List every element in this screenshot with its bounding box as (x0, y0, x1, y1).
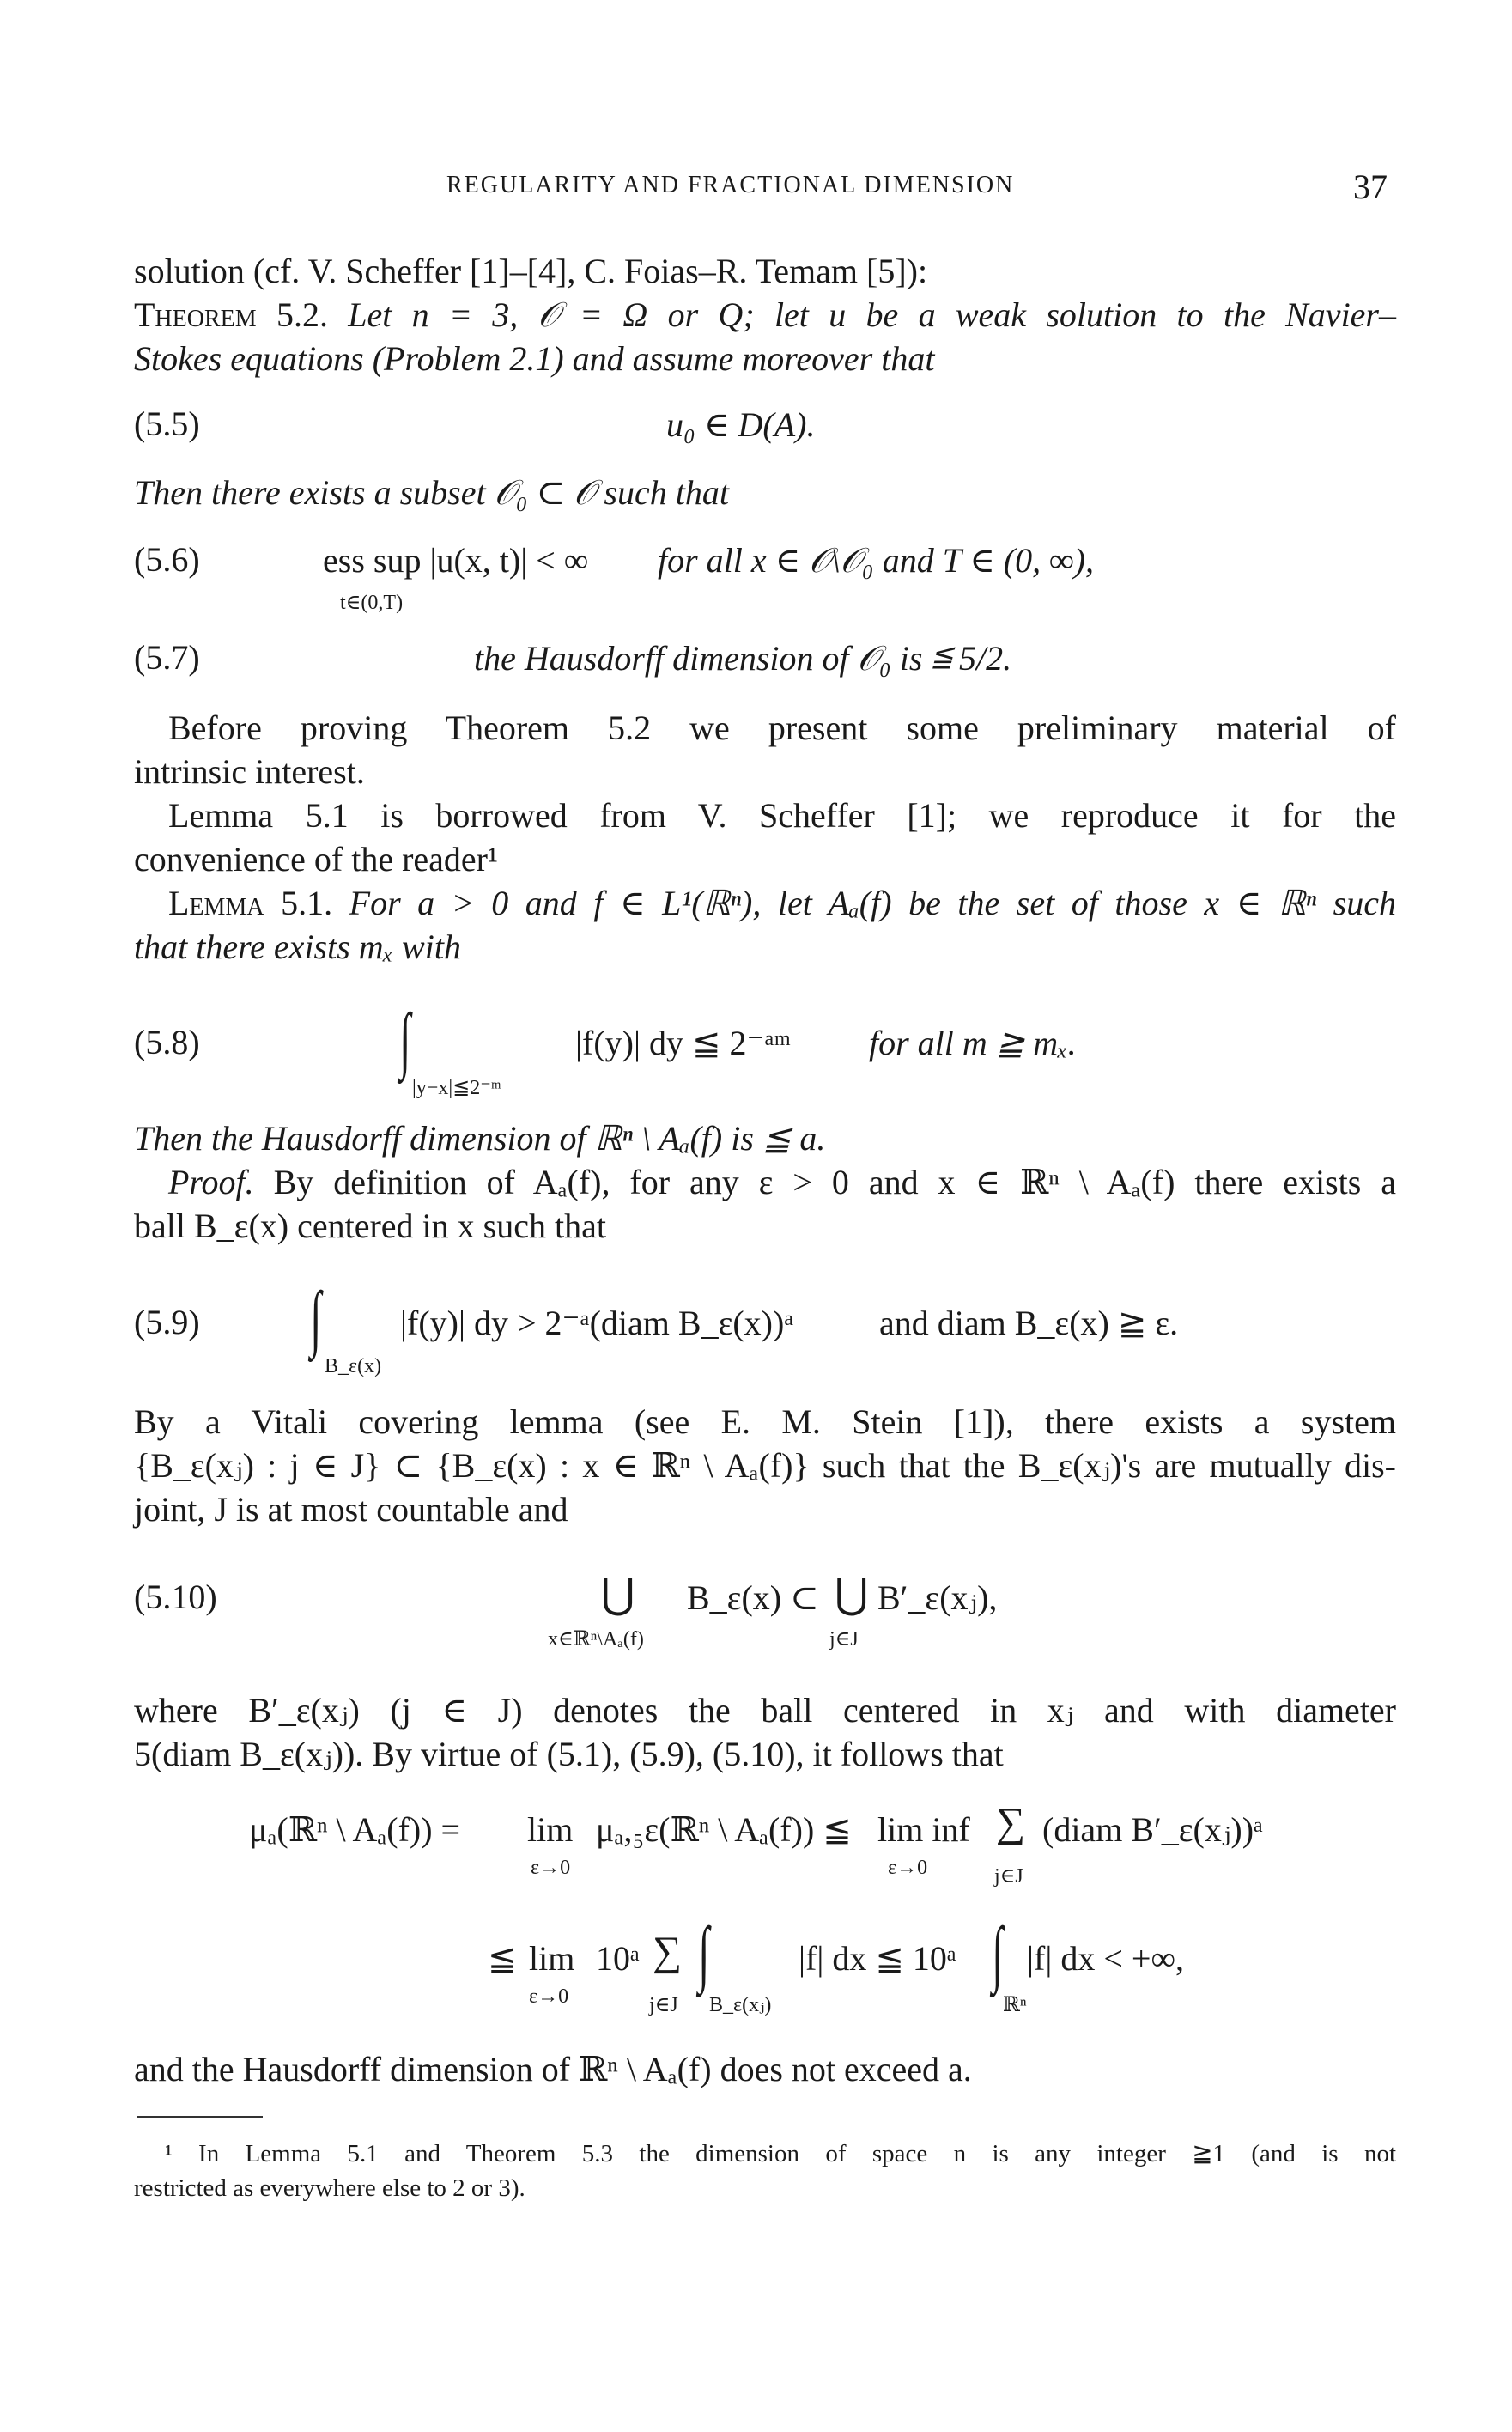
proof-line-2: ball B_ε(x) centered in x such that (134, 1207, 606, 1245)
display-2-integral-2: ∫ (992, 1912, 1004, 1994)
footnote-rule (137, 2116, 263, 2118)
lemma-5-1 (134, 881, 1396, 925)
eq-5-9-condition: and diam B_ε(x) ≧ ε. (879, 1304, 1179, 1342)
before-line-1: Before proving Theorem 5.2 we present some preliminary material of (168, 708, 1396, 747)
display-2-lim-sub: ε→0 (529, 1985, 569, 2008)
theorem-label: Theorem 5.2. (134, 295, 328, 334)
eq-5-8-label: (5.8) (134, 1023, 200, 1061)
eq-5-10-end: B′_ε(xⱼ), (877, 1578, 998, 1617)
display-2-coeff: 10ᵃ (596, 1939, 640, 1978)
theorem-line-1: Let n = 3, 𝒪 = Ω or Q; let u be a weak solution to the Navier– (348, 295, 1396, 334)
proof-label: Proof. (168, 1163, 254, 1201)
eq-5-5: u₀ ∈ D(A). (666, 405, 816, 444)
lemma-line-1: For a > 0 and f ∈ L¹(ℝⁿ), let Aₐ(f) be the set of those x ∈ ℝⁿ such (349, 884, 1396, 922)
theorem-line-2: Stokes equations (Problem 2.1) and assume moreover that (134, 339, 935, 378)
vitali-line-2: {B_ε(xⱼ) : j ∈ J} ⊂ {B_ε(x) : x ∈ ℝⁿ \ Aₐ(f)} such that the B_ε(xⱼ)'s are mutually dis- (134, 1446, 1396, 1485)
display-1-lim-sub: ε→0 (531, 1857, 571, 1879)
final-line: and the Hausdorff dimension of ℝⁿ \ Aₐ(f) does not exceed a. (134, 2050, 972, 2088)
eq-5-5-label: (5.5) (134, 404, 200, 443)
display-2-sum-sub: j∈J (649, 1994, 678, 2016)
lemma-intro-line-1: Lemma 5.1 is borrowed from V. Scheffer [1]; we reproduce it for the (168, 796, 1396, 835)
lemma-label: Lemma 5.1. (168, 884, 333, 922)
lemma-conclusion: Then the Hausdorff dimension of ℝⁿ \ Aₐ(f) is ≦ a. (134, 1119, 826, 1158)
eq-5-8-integrand: |f(y)| dy ≦ 2⁻ᵃᵐ (575, 1024, 792, 1062)
eq-5-6-label: (5.6) (134, 540, 200, 579)
display-1-middle: μₐ,₅ε(ℝⁿ \ Aₐ(f)) ≦ (596, 1810, 852, 1849)
eq-5-6-subscript: t∈(0,T) (340, 592, 404, 614)
display-1-liminf-sub: ε→0 (888, 1857, 928, 1879)
eq-5-7: the Hausdorff dimension of 𝒪₀ is ≦ 5/2. (474, 639, 1012, 678)
eq-5-8-condition: for all m ≧ mₓ. (869, 1024, 1077, 1062)
footnote-line-2: restricted as everywhere else to 2 or 3). (134, 2174, 525, 2202)
proof-text-1: By definition of Aₐ(f), for any ε > 0 and x ∈ ℝⁿ \ Aₐ(f) there exists a (273, 1163, 1397, 1201)
display-2-integral-1: ∫ (698, 1912, 710, 1994)
page-number: 37 (1353, 167, 1388, 206)
eq-5-6-ess-sup: ess sup |u(x, t)| < ∞ (323, 541, 589, 580)
where-line-1: where B′_ε(xⱼ) (j ∈ J) denotes the ball centered in xⱼ and with diameter (134, 1691, 1396, 1730)
display-2-sum: ∑ (653, 1929, 683, 1974)
eq-5-10-union-2-sub: j∈J (829, 1628, 859, 1651)
display-2-integral-2-sub: ℝⁿ (1003, 1994, 1027, 2016)
display-2-integral-1-sub: B_ε(xⱼ) (709, 1994, 772, 2016)
eq-5-9-domain: B_ε(x) (325, 1355, 382, 1377)
display-1-lim: lim (527, 1810, 574, 1849)
display-1-lhs: μₐ(ℝⁿ \ Aₐ(f)) = (249, 1810, 461, 1849)
paragraph-solution: solution (cf. V. Scheffer [1]–[4], C. Foias–R. Temam [5]): (134, 252, 928, 290)
eq-5-9-integral-sign: ∫ (310, 1276, 322, 1359)
theorem-5-2 (134, 293, 1396, 337)
eq-5-9-integrand: |f(y)| dy > 2⁻ᵃ(diam B_ε(x))ᵃ (400, 1304, 794, 1342)
display-2-rhs: |f| dx < +∞, (1027, 1939, 1184, 1978)
eq-5-9-label: (5.9) (134, 1303, 200, 1341)
footnote-line-1: ¹ In Lemma 5.1 and Theorem 5.3 the dimension of space n is any integer ≧1 (and is not (165, 2140, 1396, 2168)
eq-5-6 (323, 539, 588, 582)
before-line-2: intrinsic interest. (134, 752, 365, 791)
proof-line-1 (134, 1160, 1396, 1204)
eq-5-10-union-2: ⋃ (835, 1572, 869, 1617)
where-line-2: 5(diam B_ε(xⱼ)). By virtue of (5.1), (5.9), (5.10), it follows that (134, 1735, 1004, 1773)
display-1-sum-sub: j∈J (994, 1865, 1023, 1888)
display-1-liminf: lim inf (877, 1810, 970, 1849)
footnote (134, 2137, 1396, 2205)
then-statement: Then there exists a subset 𝒪₀ ⊂ 𝒪 such that (134, 473, 729, 512)
eq-5-8-domain: |y−x|≦2⁻ᵐ (412, 1077, 501, 1099)
vitali-line-3: joint, J is at most countable and (134, 1490, 568, 1529)
eq-5-8-integral-sign: ∫ (399, 998, 411, 1080)
eq-5-7-label: (5.7) (134, 638, 200, 677)
eq-5-10-union-1-sub: x∈ℝⁿ\Aₐ(f) (548, 1628, 644, 1651)
eq-5-10-union-1: ⋃ (601, 1572, 635, 1617)
eq-5-6-condition: for all x ∈ 𝒪\𝒪₀ and T ∈ (0, ∞), (658, 541, 1094, 580)
display-1-sum: ∑ (996, 1800, 1026, 1845)
running-header: REGULARITY AND FRACTIONAL DIMENSION (446, 172, 1015, 198)
eq-5-10-middle: B_ε(x) ⊂ (687, 1578, 819, 1617)
display-2-leq: ≦ (488, 1939, 517, 1978)
lemma-intro-line-2: convenience of the reader¹ (134, 840, 498, 879)
eq-5-10-label: (5.10) (134, 1578, 217, 1616)
lemma-line-2: that there exists mₓ with (134, 927, 461, 966)
display-1-rhs: (diam B′_ε(xⱼ))ᵃ (1042, 1810, 1263, 1849)
display-2-lim: lim (529, 1939, 575, 1978)
vitali-line-1: By a Vitali covering lemma (see E. M. Stein [1]), there exists a system (134, 1402, 1396, 1441)
display-2-middle: |f| dx ≦ 10ᵃ (799, 1939, 956, 1978)
